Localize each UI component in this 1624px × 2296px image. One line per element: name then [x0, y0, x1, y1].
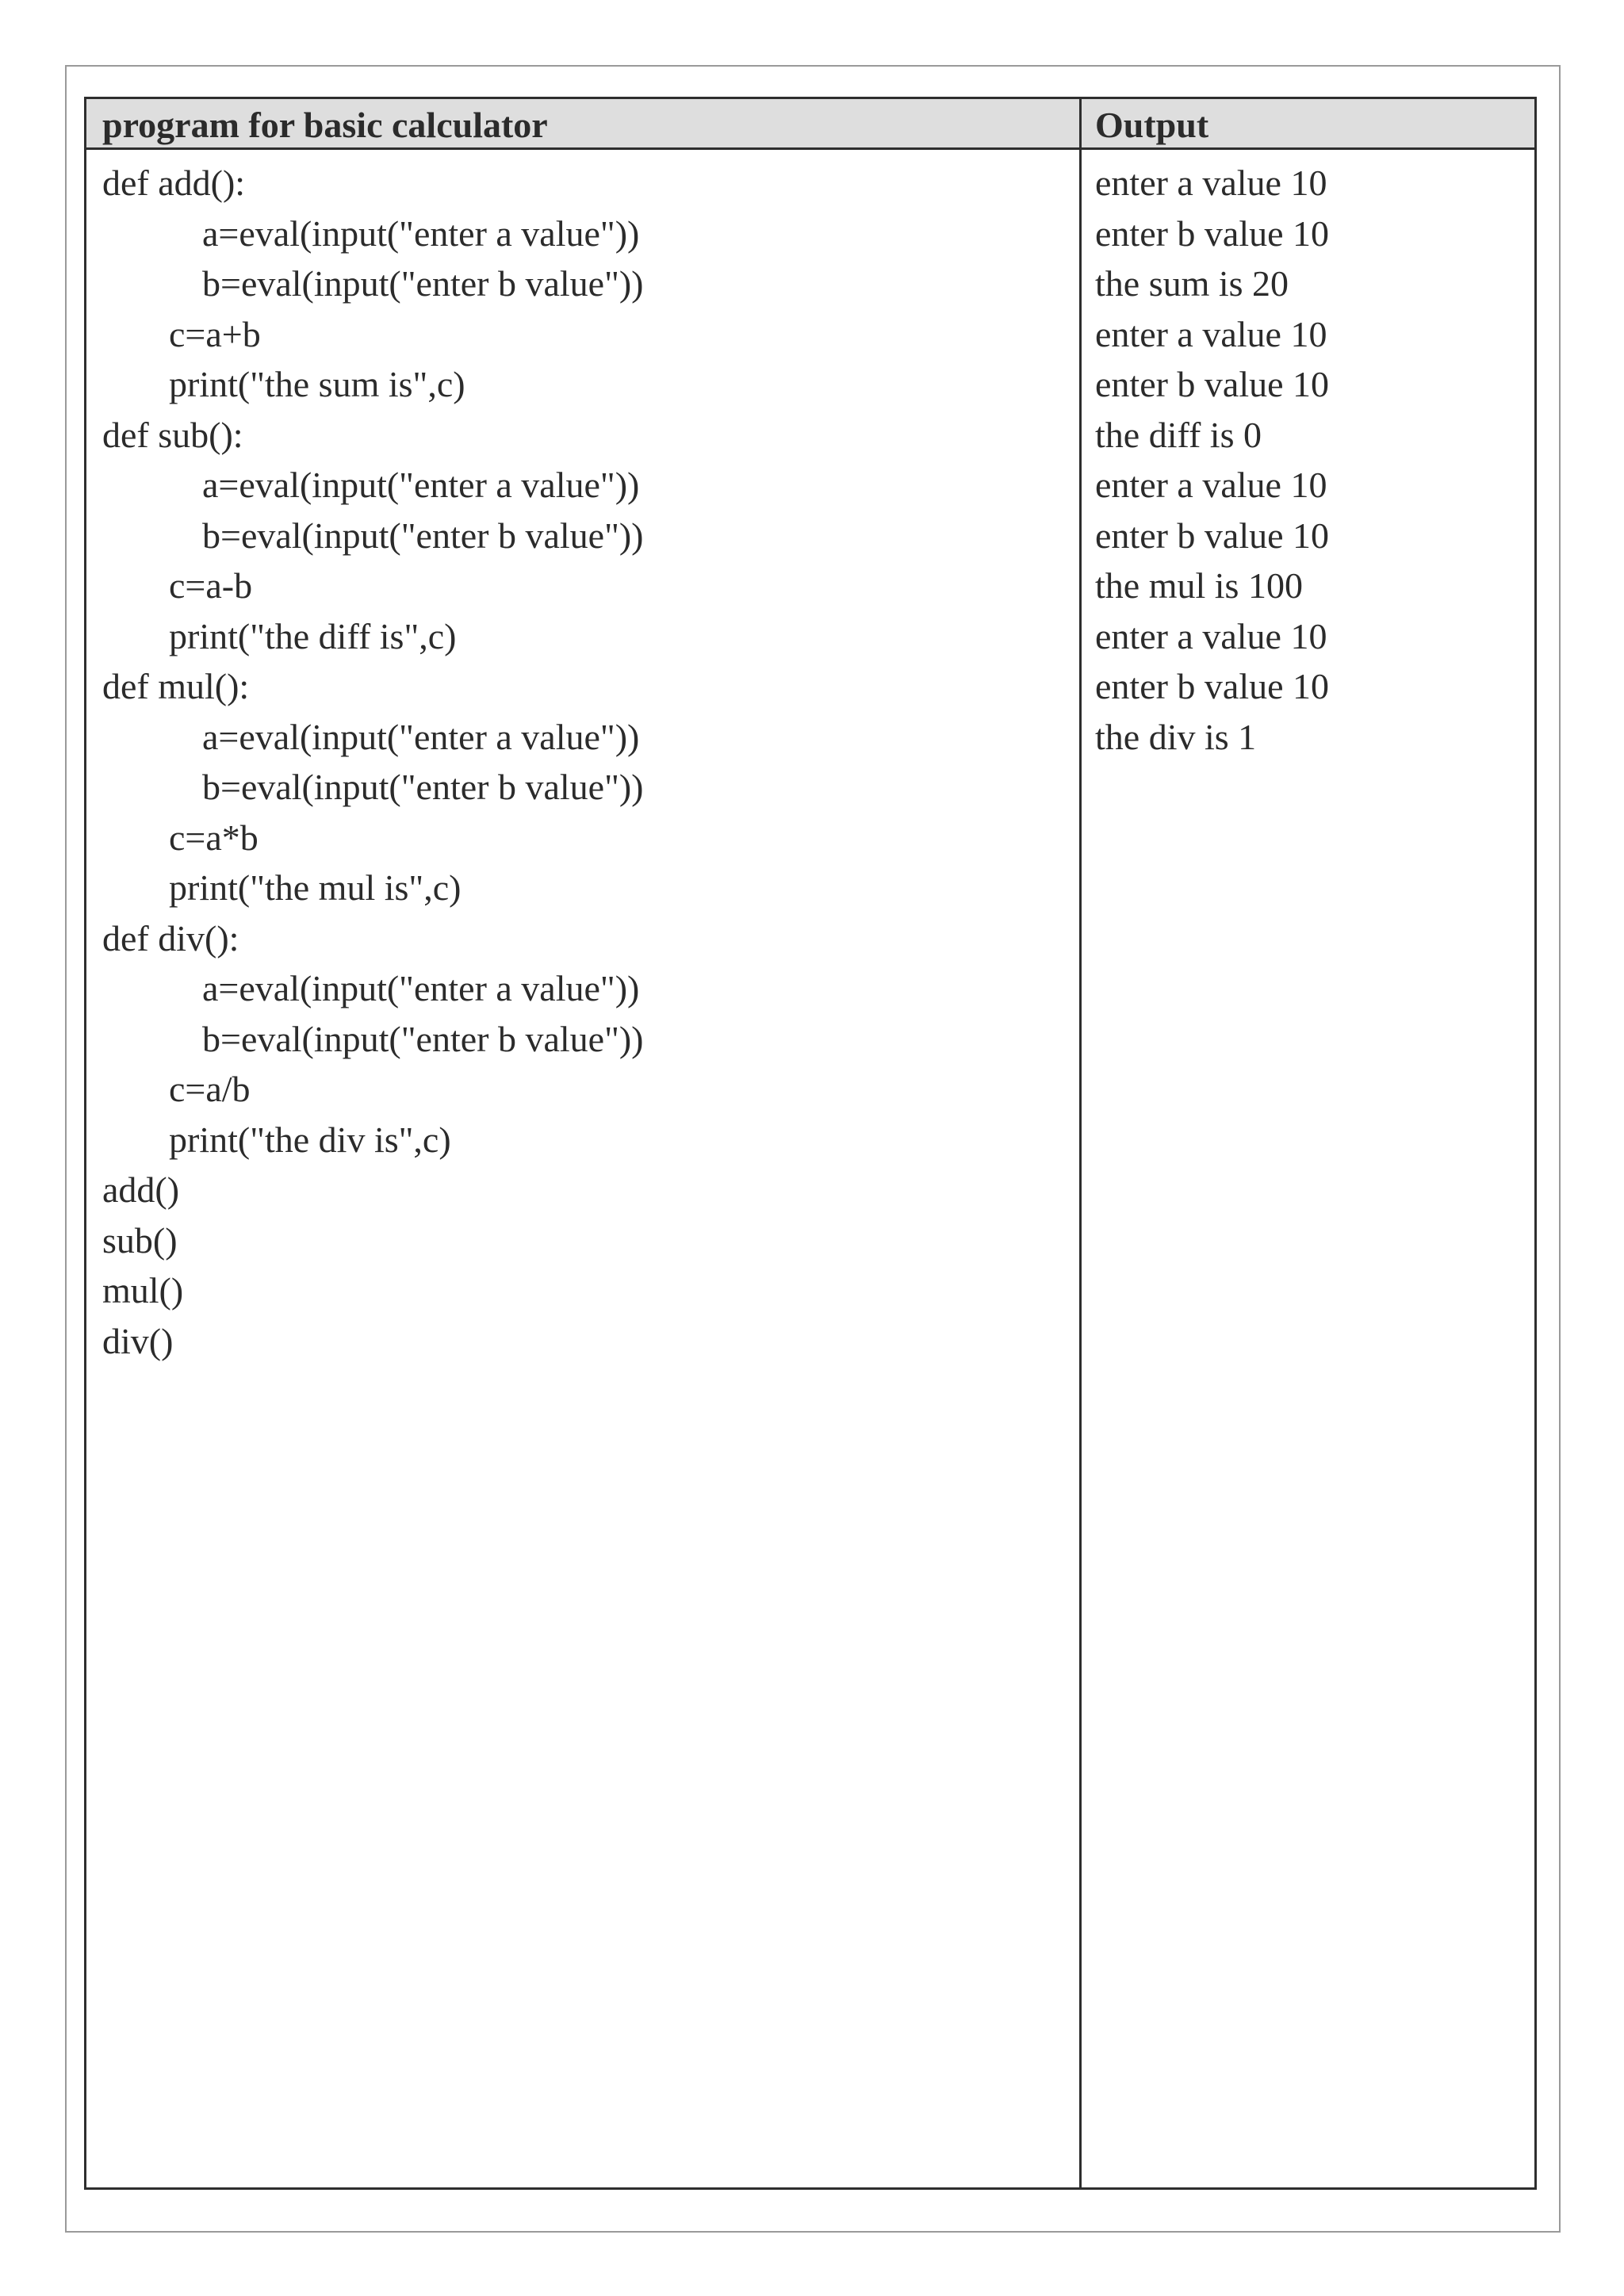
code-line: def add():: [102, 163, 246, 203]
output-line: the mul is 100: [1095, 565, 1303, 606]
code-line: a=eval(input("enter a value")): [202, 716, 640, 757]
program-column-header: program for basic calculator: [102, 105, 548, 145]
code-line: def sub():: [102, 414, 243, 455]
code-line: b=eval(input("enter b value")): [202, 263, 644, 304]
code-line: a=eval(input("enter a value")): [202, 212, 640, 254]
output-line: the div is 1: [1095, 716, 1257, 757]
code-line: print("the div is",c): [169, 1119, 451, 1160]
table-header-row: [86, 99, 1534, 150]
program-code-cell: [102, 158, 644, 1366]
code-line: def div():: [102, 917, 239, 959]
output-line: enter b value 10: [1095, 515, 1330, 556]
code-line: sub(): [102, 1219, 178, 1261]
code-line: print("the mul is",c): [169, 867, 462, 908]
output-line: enter a value 10: [1095, 313, 1327, 354]
output-line: the diff is 0: [1095, 414, 1262, 455]
code-line: div(): [102, 1320, 174, 1361]
program-output-table: [84, 97, 1537, 2190]
code-line: a=eval(input("enter a value")): [202, 465, 640, 505]
code-line: c=a/b: [169, 1069, 251, 1109]
code-line: c=a+b: [169, 313, 261, 354]
output-cell: [1095, 158, 1329, 762]
code-line: print("the sum is",c): [169, 364, 465, 404]
output-column-header: Output: [1095, 105, 1209, 145]
output-line: the sum is 20: [1095, 263, 1289, 304]
column-divider: [1079, 99, 1082, 2187]
output-line: enter a value 10: [1095, 465, 1327, 505]
code-line: print("the diff is",c): [169, 615, 457, 656]
code-line: a=eval(input("enter a value")): [202, 968, 640, 1008]
code-line: mul(): [102, 1270, 184, 1311]
code-line: b=eval(input("enter b value")): [202, 515, 644, 556]
output-line: enter a value 10: [1095, 615, 1327, 656]
output-line: enter b value 10: [1095, 212, 1330, 254]
code-line: def mul():: [102, 666, 250, 706]
code-line: b=eval(input("enter b value")): [202, 767, 644, 807]
output-line: enter a value 10: [1095, 163, 1327, 203]
code-line: b=eval(input("enter b value")): [202, 1018, 644, 1059]
code-line: c=a*b: [169, 817, 259, 858]
output-line: enter b value 10: [1095, 666, 1330, 706]
output-line: enter b value 10: [1095, 364, 1330, 404]
code-line: c=a-b: [169, 565, 253, 606]
code-line: add(): [102, 1169, 180, 1210]
